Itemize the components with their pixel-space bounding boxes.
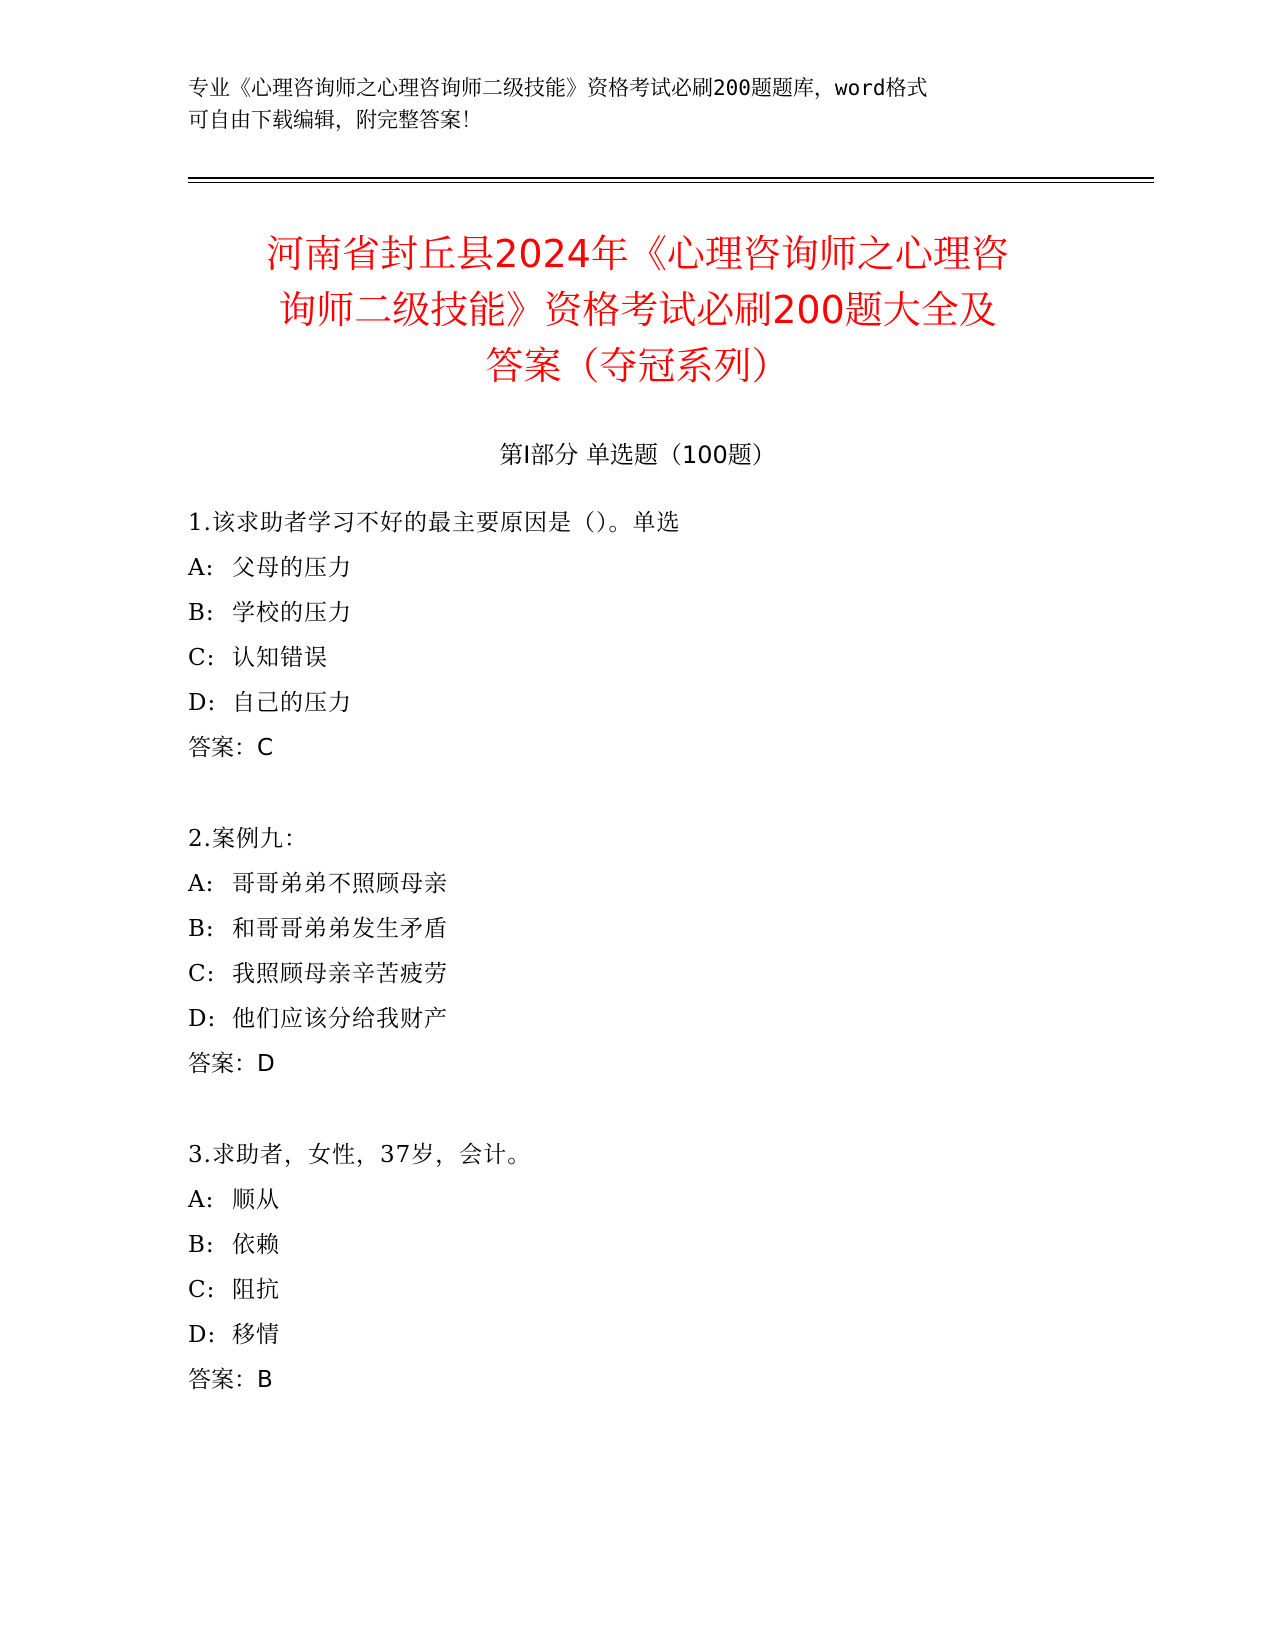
header-note-line: 可自由下载编辑，附完整答案！ <box>188 108 482 132</box>
document-title <box>170 226 1105 394</box>
section-heading: 第Ⅰ部分 单选题（100题） <box>499 441 776 469</box>
option-text: 依赖 <box>232 1232 280 1258</box>
option-text: 他们应该分给我财产 <box>232 1006 448 1032</box>
option-a <box>188 1178 1138 1223</box>
option-text: 哥哥弟弟不照顾母亲 <box>232 871 448 897</box>
option-letter: D: <box>188 690 217 716</box>
option-letter: C: <box>188 645 216 671</box>
option-text: 我照顾母亲辛苦疲劳 <box>232 961 448 987</box>
option-letter: A: <box>188 871 215 897</box>
option-letter: C: <box>188 961 216 987</box>
header-note <box>188 72 1088 136</box>
option-text: 移情 <box>232 1322 280 1348</box>
option-text: 自己的压力 <box>232 690 352 716</box>
option-a <box>188 546 1138 591</box>
option-d <box>188 681 1138 726</box>
option-b <box>188 907 1138 952</box>
option-d <box>188 1313 1138 1358</box>
answer-line: 答案：D <box>188 1051 275 1077</box>
question-stem: 2.案例九： <box>188 826 308 852</box>
title-line: 河南省封丘县2024年《心理咨询师之心理咨 <box>266 232 1009 276</box>
option-letter: C: <box>188 1277 216 1303</box>
option-letter: B: <box>188 916 215 942</box>
option-letter: B: <box>188 600 215 626</box>
option-c <box>188 1268 1138 1313</box>
question-item <box>188 501 1138 771</box>
option-d <box>188 997 1138 1042</box>
option-letter: A: <box>188 1187 215 1213</box>
option-c <box>188 636 1138 681</box>
header-divider <box>188 177 1154 179</box>
title-line: 答案（夺冠系列） <box>485 344 790 388</box>
option-letter: D: <box>188 1006 217 1032</box>
option-a <box>188 862 1138 907</box>
option-letter: D: <box>188 1322 217 1348</box>
option-text: 顺从 <box>232 1187 280 1213</box>
header-note-line: 专业《心理咨询师之心理咨询师二级技能》资格考试必刷200题题库，word格式 <box>188 76 928 100</box>
answer-line: 答案：C <box>188 735 274 761</box>
option-c <box>188 952 1138 997</box>
answer-line: 答案：B <box>188 1367 273 1393</box>
question-item <box>188 817 1138 1087</box>
option-text: 父母的压力 <box>232 555 352 581</box>
option-text: 学校的压力 <box>232 600 352 626</box>
question-item <box>188 1133 1138 1403</box>
option-text: 阻抗 <box>232 1277 280 1303</box>
header-divider-thin <box>188 182 1154 183</box>
option-letter: A: <box>188 555 215 581</box>
question-stem: 1.该求助者学习不好的最主要原因是（）。单选 <box>188 510 681 536</box>
question-stem: 3.求助者，女性，37岁，会计。 <box>188 1142 532 1168</box>
option-b <box>188 1223 1138 1268</box>
title-line: 询师二级技能》资格考试必刷200题大全及 <box>278 288 997 332</box>
option-letter: B: <box>188 1232 215 1258</box>
option-b <box>188 591 1138 636</box>
option-text: 和哥哥弟弟发生矛盾 <box>232 916 448 942</box>
option-text: 认知错误 <box>232 645 328 671</box>
